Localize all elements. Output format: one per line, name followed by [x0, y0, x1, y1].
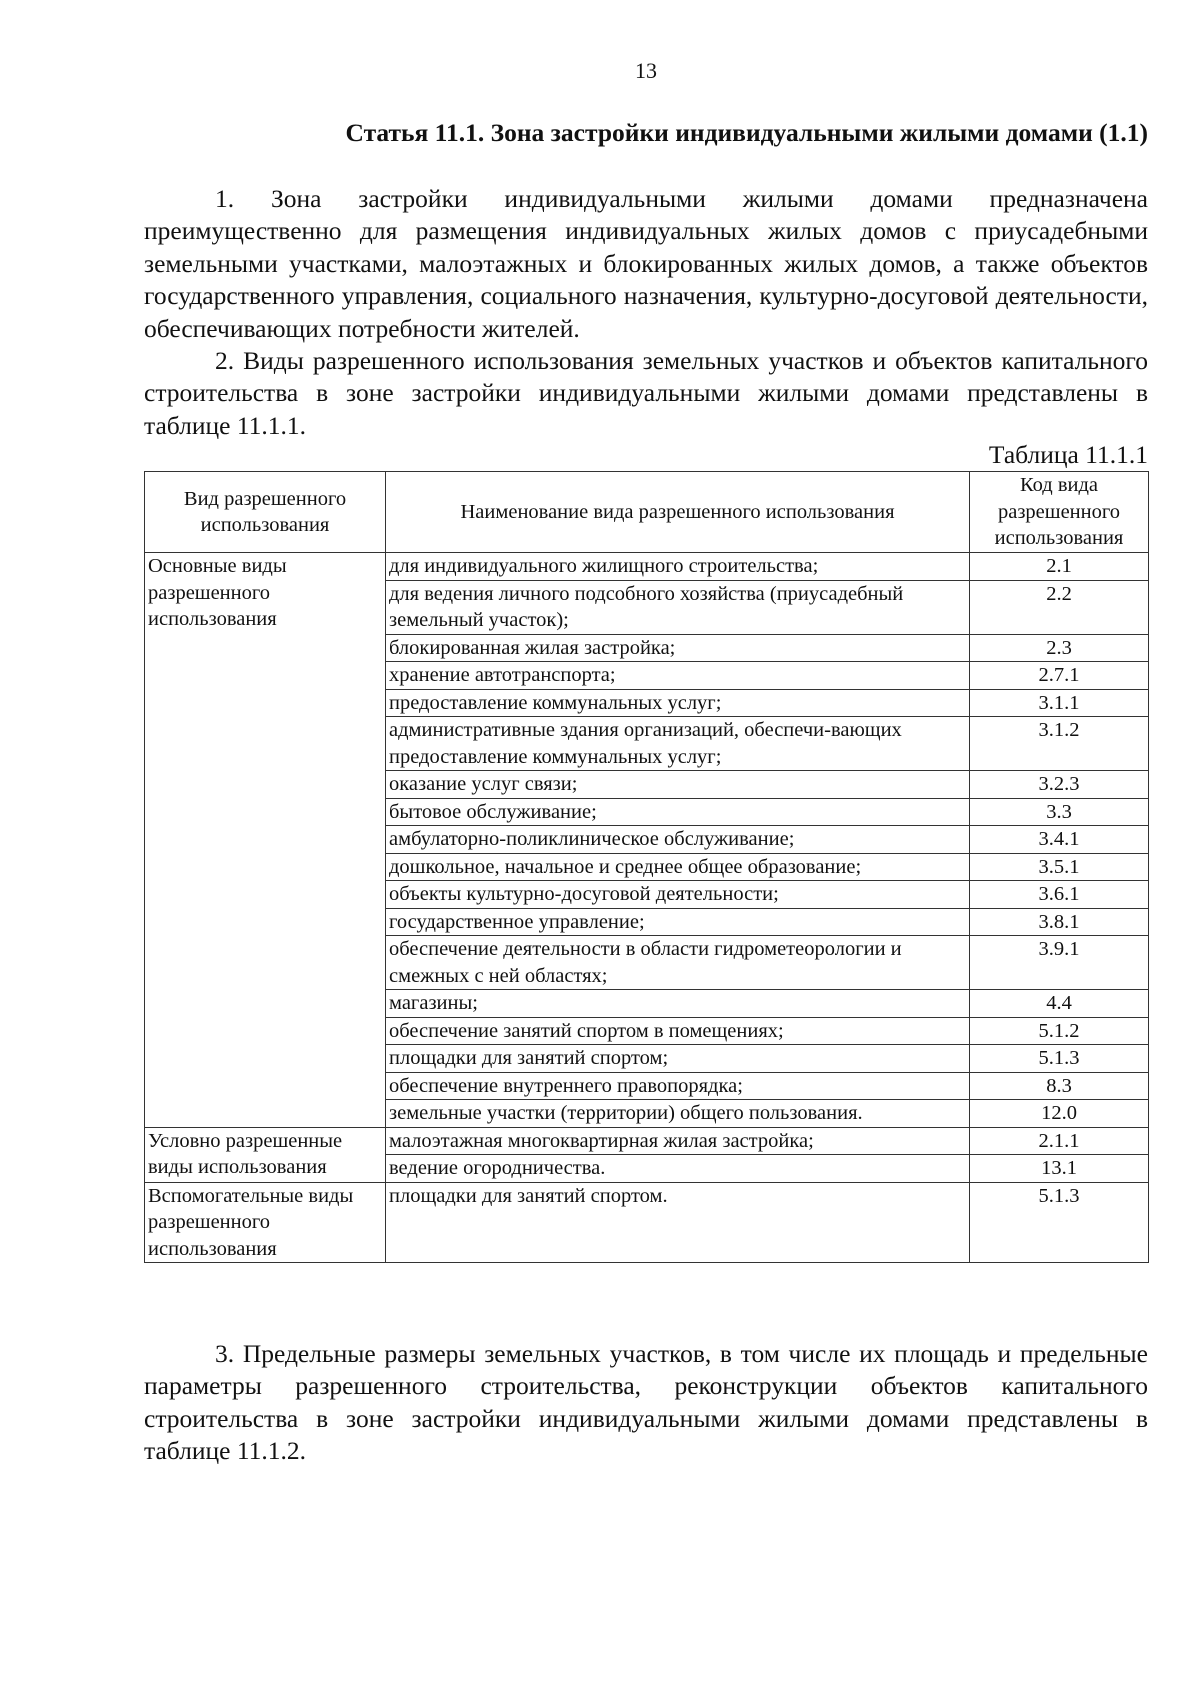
use-code-cell: 5.1.3	[970, 1182, 1149, 1263]
use-code-cell: 3.5.1	[970, 853, 1149, 881]
use-name-cell: площадки для занятий спортом;	[386, 1045, 970, 1073]
use-name-cell: земельные участки (территории) общего пользования.	[386, 1100, 970, 1128]
use-group-label: Вспомогательные виды разрешенного использования	[145, 1182, 386, 1263]
table-row	[145, 1182, 1149, 1263]
paragraph-1: 1. Зона застройки индивидуальными жилыми домами предназначена преимущественно для размещения индивидуальных жилых домов с приусадебными земельными участками, малоэтажных и блокированных жилых домов, а также объектов государственного управления, социального назначения, культурно-досуговой деятельности, обеспечивающих потребности жителей.	[144, 184, 1148, 343]
use-name-cell: магазины;	[386, 990, 970, 1018]
use-name-cell: административные здания организаций, обеспечи-вающих предоставление коммунальных услуг;	[386, 717, 970, 771]
permitted-use-table	[144, 471, 1149, 1263]
header-use-code: Код вида разрешенного использования	[970, 472, 1149, 553]
use-code-cell: 2.1	[970, 553, 1149, 581]
use-group-label: Основные виды разрешенного использования	[145, 553, 386, 1128]
use-name-cell: обеспечение внутреннего правопорядка;	[386, 1072, 970, 1100]
page-number: 13	[635, 58, 657, 83]
use-code-cell: 3.4.1	[970, 826, 1149, 854]
use-code-cell: 2.7.1	[970, 662, 1149, 690]
use-name-cell: хранение автотранспорта;	[386, 662, 970, 690]
use-name-cell: ведение огородничества.	[386, 1155, 970, 1183]
use-code-cell: 13.1	[970, 1155, 1149, 1183]
use-code-cell: 5.1.2	[970, 1017, 1149, 1045]
use-name-cell: обеспечение занятий спортом в помещениях;	[386, 1017, 970, 1045]
use-name-cell: оказание услуг связи;	[386, 771, 970, 799]
table-body	[145, 553, 1149, 1263]
use-name-cell: обеспечение деятельности в области гидрометеорологии и смежных с ней областях;	[386, 936, 970, 990]
use-code-cell: 2.1.1	[970, 1127, 1149, 1155]
use-code-cell: 2.3	[970, 634, 1149, 662]
use-code-cell: 3.9.1	[970, 936, 1149, 990]
paragraph-2: 2. Виды разрешенного использования земельных участков и объектов капитального строительства в зоне застройки индивидуальными жилыми домами представлены в таблице 11.1.1.	[144, 346, 1148, 440]
table-caption: Таблица 11.1.1	[988, 440, 1148, 469]
use-group-label: Условно разрешенные виды использования	[145, 1127, 386, 1182]
use-code-cell: 3.1.1	[970, 689, 1149, 717]
article-title: Статья 11.1. Зона застройки индивидуальными жилыми домами (1.1)	[345, 118, 1148, 147]
use-name-cell: малоэтажная многоквартирная жилая застройка;	[386, 1127, 970, 1155]
paragraph-3: 3. Предельные размеры земельных участков, в том числе их площадь и предельные параметры разрешенного строительства, реконструкции объектов капитального строительства в зоне застройки индивидуальными жилыми домами представлены в таблице 11.1.2.	[144, 1339, 1148, 1466]
table-row	[145, 1127, 1149, 1155]
header-use-type: Вид разрешенного использования	[145, 472, 386, 553]
use-code-cell: 2.2	[970, 580, 1149, 634]
use-name-cell: государственное управление;	[386, 908, 970, 936]
use-name-cell: для ведения личного подсобного хозяйства (приусадебный земельный участок);	[386, 580, 970, 634]
use-code-cell: 8.3	[970, 1072, 1149, 1100]
use-name-cell: площадки для занятий спортом.	[386, 1182, 970, 1263]
use-code-cell: 3.6.1	[970, 881, 1149, 909]
table-row	[145, 553, 1149, 581]
use-code-cell: 3.1.2	[970, 717, 1149, 771]
use-code-cell: 3.2.3	[970, 771, 1149, 799]
use-code-cell: 12.0	[970, 1100, 1149, 1128]
use-code-cell: 4.4	[970, 990, 1149, 1018]
use-code-cell: 3.8.1	[970, 908, 1149, 936]
use-name-cell: дошкольное, начальное и среднее общее образование;	[386, 853, 970, 881]
use-name-cell: амбулаторно-поликлиническое обслуживание;	[386, 826, 970, 854]
use-code-cell: 5.1.3	[970, 1045, 1149, 1073]
table-header-row	[145, 472, 1149, 553]
use-name-cell: предоставление коммунальных услуг;	[386, 689, 970, 717]
header-use-name: Наименование вида разрешенного использования	[386, 472, 970, 553]
use-name-cell: бытовое обслуживание;	[386, 798, 970, 826]
use-code-cell: 3.3	[970, 798, 1149, 826]
use-name-cell: объекты культурно-досуговой деятельности;	[386, 881, 970, 909]
use-name-cell: для индивидуального жилищного строительства;	[386, 553, 970, 581]
use-name-cell: блокированная жилая застройка;	[386, 634, 970, 662]
